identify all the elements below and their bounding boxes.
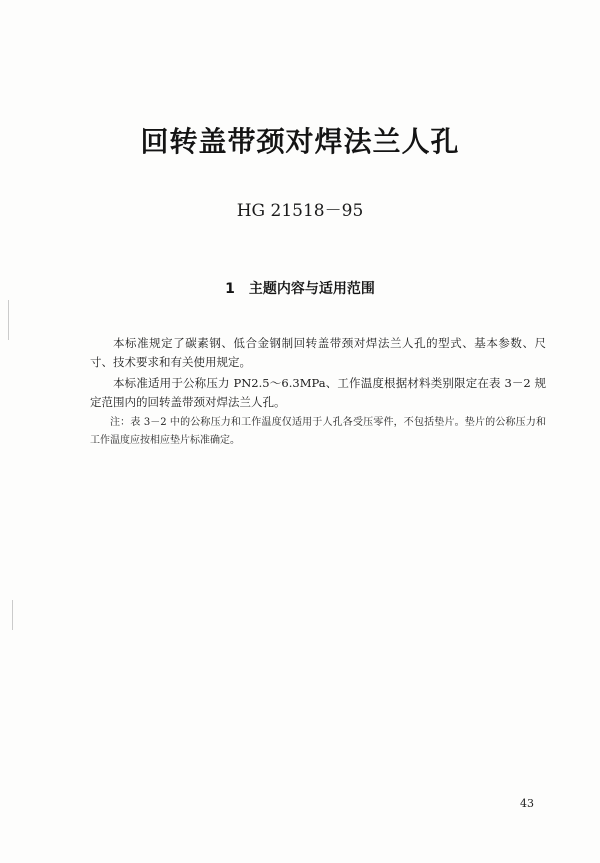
section-title: 主题内容与适用范围 bbox=[248, 281, 375, 297]
paragraph-scope: 本标准规定了碳素钢、低合金钢制回转盖带颈对焊法兰人孔的型式、基本参数、尺寸、技术要求和有关使用规定。 bbox=[90, 336, 546, 369]
standard-code: HG 21518－95 bbox=[236, 201, 364, 221]
scan-edge-mark bbox=[12, 600, 13, 630]
page-number: 43 bbox=[520, 797, 534, 810]
document-title: 回转盖带颈对焊法兰人孔 bbox=[140, 125, 460, 158]
paragraph-applicability: 本标准适用于公称压力 PN2.5～6.3MPa、工作温度根据材料类别限定在表 3－2 规定范围内的回转盖带颈对焊法兰人孔。 bbox=[90, 376, 546, 409]
scan-edge-mark bbox=[8, 300, 9, 340]
note-text: 注：表 3－2 中的公称压力和工作温度仅适用于人孔各受压零件，不包括垫片。垫片的公称压力和工作温度应按相应垫片标准确定。 bbox=[90, 417, 546, 446]
section-number: 1 bbox=[225, 281, 235, 297]
section-heading bbox=[0, 278, 600, 298]
